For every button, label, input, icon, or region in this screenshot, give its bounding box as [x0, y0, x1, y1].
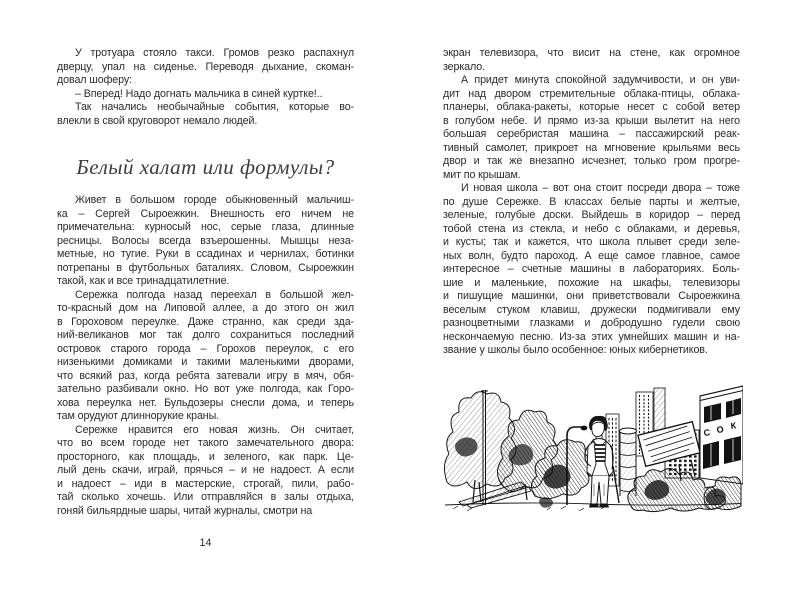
text-line: большая серебристая машина – пассажирский реак-	[443, 128, 740, 140]
text-line: дит над двором стремительные облака-птицы, облака-	[443, 87, 740, 100]
text-line: мит по крышам.	[443, 168, 521, 181]
text-line: такой, как и все тринадцатилетние.	[57, 275, 230, 287]
text-line: островок старого города – Горохов переулок, с его	[57, 342, 354, 355]
text-line: потрепаны в футбольных баталиях. Словом, Сыроежкин	[57, 261, 354, 274]
text-line: довал шоферу:	[57, 74, 132, 86]
right-page	[443, 47, 740, 358]
text-line: что во всем городе нет такого замечательного двора:	[57, 437, 354, 449]
text-line: веселым стуком клавиш, дружески подмигивали ему	[443, 303, 740, 316]
left-page-text-bottom	[57, 194, 354, 518]
text-line: Так начались необычайные события, которые во-	[75, 101, 354, 113]
text-line: метные, но тугие. Руки в ссадинах и чернилах, ботинки	[57, 248, 354, 260]
text-line: разноцветными глазками и добродушно гудели свою	[443, 317, 740, 329]
chapter-heading: Белый халат или формулы?	[76, 155, 335, 179]
trees-sketch	[444, 390, 590, 508]
text-line: по душе Сережке. В классах белые парты и желтые,	[443, 195, 740, 208]
text-line: то-красный дом на Липовой аллее, а до этого он жил	[57, 302, 354, 314]
paragraph	[57, 101, 354, 128]
text-line: тивный самолет, прикроет на мгновение крыльями весь	[443, 141, 740, 154]
text-line: И новая школа – вот она стоит посреди двора – тоже	[461, 182, 740, 194]
text-line: зеркало.	[443, 60, 485, 73]
text-line: гоняй бильярдные шары, читай журналы, смотри на	[57, 504, 313, 517]
text-line: в Гороховом переулке. Даже странно, как среди зда-	[57, 315, 354, 328]
text-line: ка – Сергей Сыроежкин. Внешность его ничем не	[57, 207, 354, 220]
text-line: зательно разбивали окно. Но вот уже полгода, как Горо-	[57, 383, 354, 395]
left-page	[57, 47, 354, 518]
paragraph	[57, 289, 354, 424]
text-line: влекли в свой круговорот немало людей.	[57, 114, 258, 127]
text-line: интересное – счетные машины в лабораториях. Боль-	[443, 263, 740, 275]
text-line: Живет в большом городе обыкновенный мальчиш-	[75, 194, 354, 206]
text-line: хова переулка нет. Бульдозеры снесли дома, и теперь	[57, 396, 354, 409]
right-page-text	[443, 47, 740, 358]
text-line: примечательна: курносый нос, серые глаза, длинные	[57, 221, 354, 233]
paragraph	[57, 88, 354, 102]
page-number: 14	[199, 537, 212, 549]
text-line: У тротуара стояло такси. Громов резко распахнул	[75, 47, 354, 59]
text-line: и надоест – иди в мастерские, строгай, пили, рабо-	[57, 477, 354, 490]
text-line: тай сколько хочешь. Или отправляйся в залы отдыха,	[57, 491, 354, 503]
text-line: что всякий раз, когда ребята затевали игру в мяч, обя-	[57, 369, 354, 382]
text-line: в голубом небе. И прямо из-за крыши вылетит на него	[443, 114, 740, 127]
text-line: нескончаемую песню. Из-за этих умнейших машин и на-	[443, 330, 740, 343]
paragraph	[57, 424, 354, 519]
text-line: Сережка полгода назад переехал в большой жел-	[75, 288, 354, 301]
text-line: ных волн, будто пароход. А еще самое главное, самое	[443, 249, 740, 262]
sign-letter: О	[716, 424, 725, 435]
paragraph	[443, 182, 740, 358]
city-boy-illustration	[443, 384, 743, 521]
text-line: тобой стена из стекла, и небо с облаками, и деревья,	[443, 222, 740, 235]
text-line: ний-великанов мог так долго сохраниться последний	[57, 329, 354, 341]
sign-letter: К	[730, 420, 737, 431]
text-line: лый день скачи, играй, прячься – и не надоест. А если	[57, 464, 354, 476]
text-line: дверцу, упал на сиденье. Переводя дыхание, скоман-	[57, 60, 354, 73]
paragraph	[57, 47, 354, 88]
left-page-text-top	[57, 47, 354, 128]
text-line: планеры, облака-ракеты, которые несет с собой ветер	[443, 101, 740, 113]
text-line: А придет минута спокойной задумчивости, и он уви-	[461, 74, 740, 86]
text-line: двор и так же внезапно исчезнет, только гром прогре-	[443, 155, 740, 167]
text-line: звание у школы было особенное: юных кибернетиков.	[443, 344, 708, 356]
text-line: и кусты; так и кажется, что школа плывет среди зеле-	[443, 236, 740, 248]
paragraph	[57, 194, 354, 289]
paragraph	[443, 74, 740, 182]
text-line: Сережке нравится его новая жизнь. Он считает,	[75, 423, 354, 436]
text-line: экран телевизора, что висит на стене, как огромное	[443, 47, 740, 59]
text-line: шие и маленькие, похожие на шкафы, телевизоры	[443, 276, 740, 289]
sign-letter: С	[703, 427, 711, 438]
corner-building-sketch	[700, 386, 743, 484]
text-line: ресницы. Волосы всегда взъерошенны. Мышцы неза-	[57, 234, 354, 247]
text-line: низенькими домиками и такими маленькими дворами,	[57, 356, 354, 368]
text-line: – Вперед! Надо догнать мальчика в синей куртке!..	[75, 87, 323, 100]
text-line: и пишущие машинки, они приветствовали Сыроежкина	[443, 290, 740, 302]
text-line: там орудуют длиннорукие краны.	[57, 410, 220, 422]
paragraph	[443, 47, 740, 74]
text-line: просторного, как площадь, и зеленого, как парк. Це-	[57, 450, 354, 463]
text-line: зеленые, голубые доски. Выйдешь в коридор – перед	[443, 209, 740, 221]
